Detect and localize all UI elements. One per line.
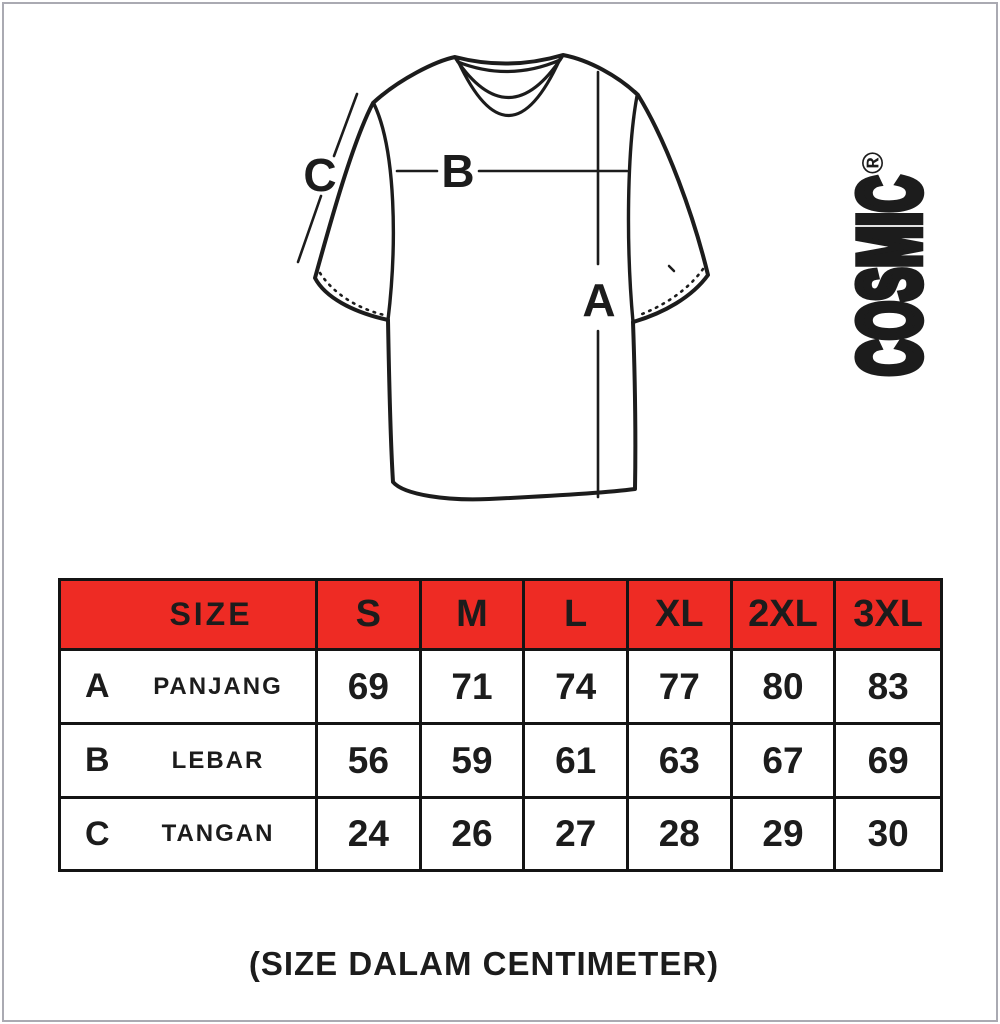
row-name-lebar: LEBAR (171, 746, 265, 774)
registered-trademark-symbol: ® (857, 151, 890, 175)
brand-logo: COSMIC (841, 176, 939, 376)
size-table-header-3xl: 3XL (836, 581, 940, 651)
value-panjang-m: 71 (422, 651, 526, 725)
measure-label-b: B (441, 145, 475, 197)
value-lebar-2xl: 67 (733, 725, 837, 799)
tshirt-diagram (290, 45, 760, 525)
footer-note: (SIZE DALAM CENTIMETER) (248, 945, 720, 982)
row-letter-c: C (85, 814, 110, 853)
value-lebar-xl: 63 (629, 725, 733, 799)
row-tangan-label (61, 799, 318, 869)
size-table-header-xl: XL (629, 581, 733, 651)
value-panjang-l: 74 (525, 651, 629, 725)
value-tangan-m: 26 (422, 799, 526, 869)
row-lebar-label (61, 725, 318, 799)
size-table-header-size (61, 581, 318, 651)
value-lebar-l: 61 (525, 725, 629, 799)
value-panjang-2xl: 80 (733, 651, 837, 725)
size-header-label: SIZE (169, 596, 253, 632)
size-table-header-2xl: 2XL (733, 581, 837, 651)
row-letter-b: B (85, 741, 110, 779)
tshirt-outline (315, 55, 708, 499)
size-table (58, 578, 943, 872)
measure-label-a: A (582, 274, 616, 326)
row-panjang-label (61, 651, 318, 725)
row-letter-a: A (85, 667, 110, 705)
value-lebar-3xl: 69 (836, 725, 940, 799)
size-table-header-m: M (422, 581, 526, 651)
value-panjang-xl: 77 (629, 651, 733, 725)
size-table-header-l: L (525, 581, 629, 651)
size-table-header-s: S (318, 581, 422, 651)
value-lebar-s: 56 (318, 725, 422, 799)
value-tangan-l: 27 (525, 799, 629, 869)
value-panjang-s: 69 (318, 651, 422, 725)
value-tangan-2xl: 29 (733, 799, 837, 869)
value-tangan-3xl: 30 (867, 813, 909, 854)
measure-label-c: C (303, 149, 337, 201)
tshirt-svg (290, 45, 760, 525)
value-panjang-3xl: 83 (836, 651, 940, 725)
row-name-panjang: PANJANG (153, 672, 283, 700)
row-name-tangan: TANGAN (161, 820, 275, 847)
value-tangan-s: 24 (318, 799, 422, 869)
value-lebar-m: 59 (422, 725, 526, 799)
value-tangan-xl: 28 (629, 799, 733, 869)
